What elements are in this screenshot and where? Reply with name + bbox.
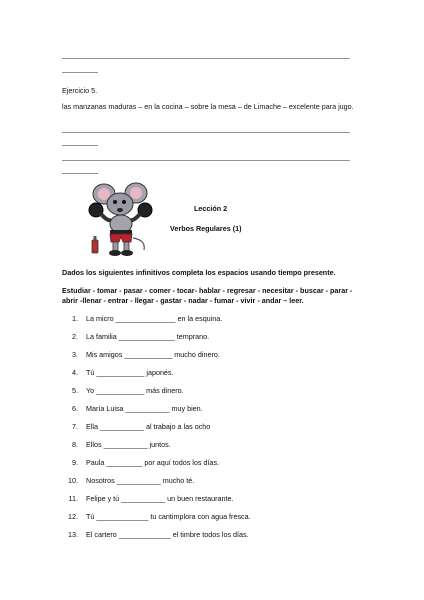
item-sentence: Felipe y tú ___________ un buen restaurante. <box>86 494 234 503</box>
item-sentence: Paula _________ por aquí todos los días. <box>86 458 220 467</box>
item-number: 11. <box>68 494 78 503</box>
lesson-subtitle: Verbos Regulares (1) <box>170 224 242 233</box>
item-number: 13. <box>68 530 78 539</box>
item-number: 3. <box>72 350 78 359</box>
item-number: 7. <box>72 422 78 431</box>
lesson-title: Lección 2 <box>194 204 228 213</box>
item-number: 1. <box>72 314 78 323</box>
item-sentence: El cartero _____________ el timbre todos los días. <box>86 530 249 539</box>
item-sentence: Ellos ___________ juntos. <box>86 440 171 449</box>
item-sentence: Tú _____________ tu cantimplora con agua fresca. <box>86 512 251 521</box>
item-number: 4. <box>72 368 78 377</box>
item-sentence: La micro _______________ en la esquina. <box>86 314 223 323</box>
exercise-prompt: las manzanas maduras – en la cocina – sobre la mesa – de Limache – excelente para jugo. <box>62 102 354 111</box>
item-sentence: La familia ______________ temprano. <box>86 332 210 341</box>
answer-line: ________________________________________________________________________ <box>62 50 350 59</box>
answer-line: _________ <box>62 165 98 174</box>
item-sentence: María Luisa ___________ muy bien. <box>86 404 203 413</box>
exercise-heading: Ejercicio 5. <box>62 86 98 95</box>
item-sentence: Yo ____________ más dinero. <box>86 386 184 395</box>
item-number: 12. <box>68 512 78 521</box>
answer-line: _________ <box>62 137 98 146</box>
item-number: 9. <box>72 458 78 467</box>
item-number: 2. <box>72 332 78 341</box>
item-number: 5. <box>72 386 78 395</box>
item-number: 10. <box>68 476 78 485</box>
answer-line: ________________________________________________________________________ <box>62 124 350 133</box>
verb-list: Estudiar - tomar - pasar - comer - tocar- hablar - regresar - necesitar - buscar - parar - abrir -llenar - entrar - llegar - gastar - nadar - fumar - vivir - andar – leer. <box>62 286 353 305</box>
answer-line: _________ <box>62 64 98 73</box>
answer-line: ________________________________________________________________________ <box>62 152 350 161</box>
item-sentence: Tú ____________ japonés. <box>86 368 174 377</box>
item-sentence: Ella ___________ al trabajo a las ocho <box>86 422 211 431</box>
item-sentence: Mis amigos ____________ mucho dinero. <box>86 350 220 359</box>
boxer-mouse-illustration <box>84 180 160 260</box>
instructions-text: Dados los siguientes infinitivos completa los espacios usando tiempo presente. <box>62 268 336 277</box>
item-number: 8. <box>72 440 78 449</box>
item-number: 6. <box>72 404 78 413</box>
item-sentence: Nosotros ___________ mucho té. <box>86 476 195 485</box>
